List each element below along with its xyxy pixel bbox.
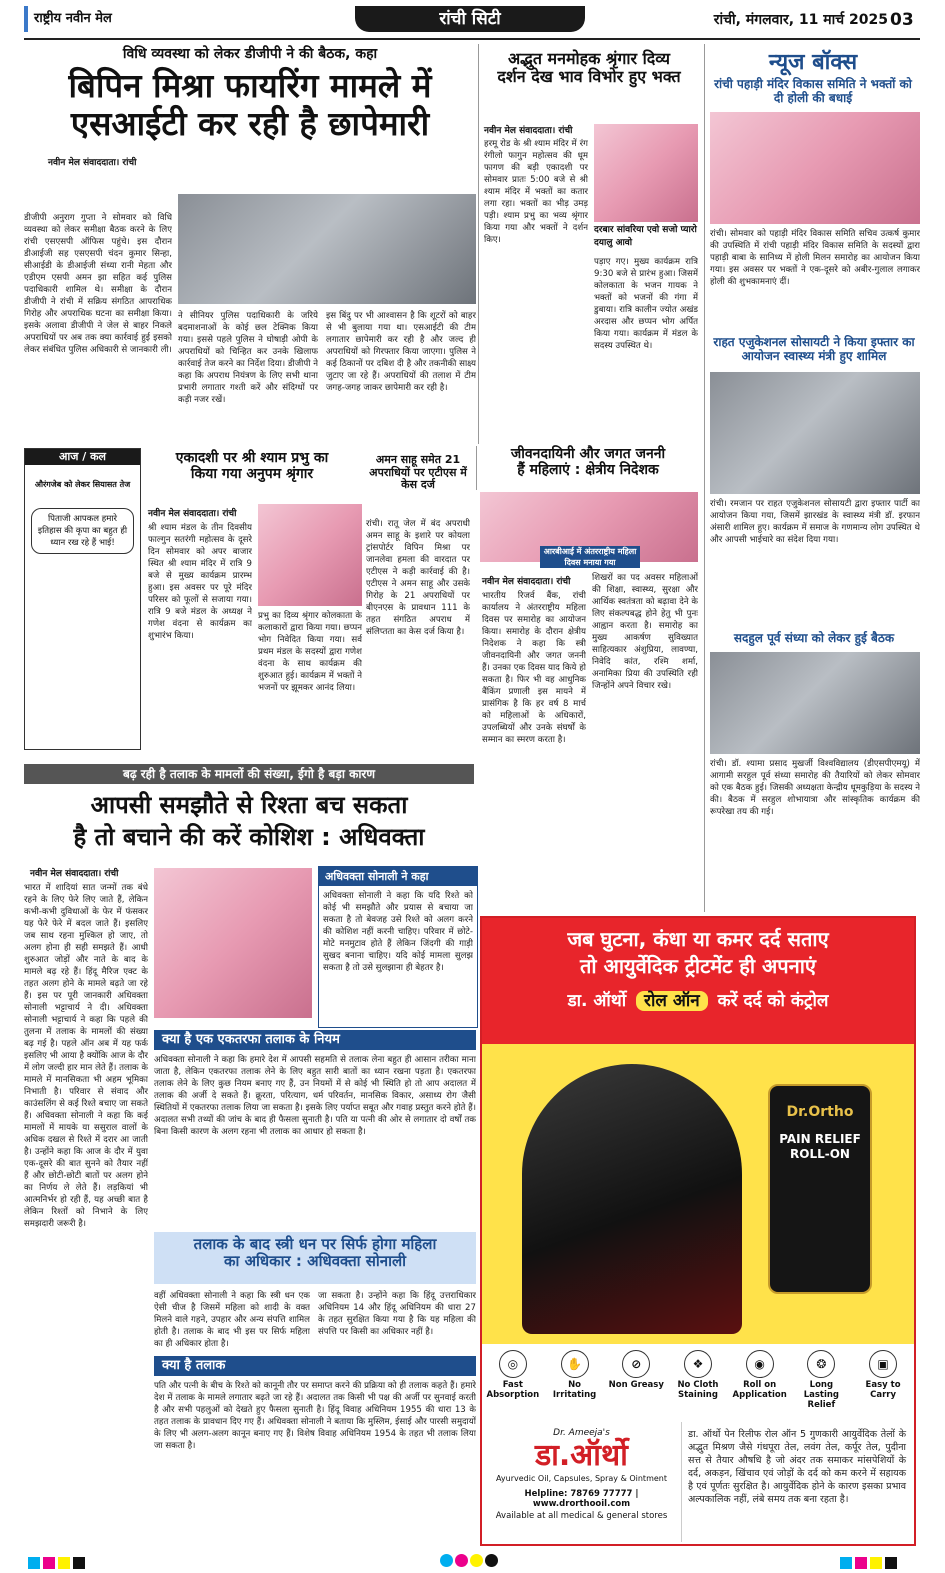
- section-title: रांची सिटी: [355, 6, 585, 32]
- lead-kicker: विधि व्यवस्था को लेकर डीजीपी ने की बैठक, कहा: [122, 46, 378, 62]
- ad-feature-label: No Irritating: [552, 1380, 597, 1400]
- stridhan-title: [154, 1232, 476, 1284]
- masthead-rule: [24, 38, 920, 40]
- ad-rollon-badge: रोल ऑन: [636, 991, 708, 1011]
- stridhan-title-2: का अधिकार : अधिवक्ता सोनाली: [223, 1252, 407, 1271]
- cartoon-subtitle: औरंगजेब को लेकर सियासत तेज: [34, 480, 131, 489]
- lead-col-1: डीजीपी अनुराग गुप्ता ने सोमवार को विधि व्यवस्था को लेकर समीक्षा बैठक करने के लिए रांची एसएसपी ऑफिस पहुंचे। इस दौरान डीआईजी सह एसएसपी चंदन कुमार सिन्हा, सीआईडी के डीआईजी संध्या रानी मेहता और एडीएम एसपी अमन झा सहित कई पुलिस पदाधिकारी शामिल थे। समीक्षा के दौरान डीजीपी ने रांची में सक्रिय संगठित आपराधिक गिरोह और अपराधिक घटना का समीक्षा किया। इसके अलावा डीजीपी ने जेल से बाहर निकले अपराधियों पर अब तक क्या कार्रवाई हुई इसको लेकर संबंधित पुलिस अधिकारी से जानकारी ली।: [24, 213, 172, 355]
- product-brand: Dr.Ortho: [786, 1104, 854, 1120]
- ad-feature-item: [669, 1350, 727, 1422]
- ad-person-photo: [522, 1064, 742, 1334]
- newsbox-item3-photo: [710, 652, 920, 754]
- ad-feature-label: Long Lasting Relief: [803, 1380, 840, 1410]
- rollon-icon: ◉: [746, 1350, 774, 1378]
- ad-helpline: Helpline: 78769 77777 | www.drorthooil.com: [524, 1489, 639, 1509]
- ad-headline-1: जब घुटना, कंधा या कमर दर्द सताए: [567, 927, 829, 951]
- relief-icon: ❂: [807, 1350, 835, 1378]
- ad-feature-item: [731, 1350, 789, 1422]
- lead-headline-2: एसआईटी कर रही है छापेमारी: [70, 103, 430, 143]
- ad-headline-2: तो आयुर्वेदिक ट्रीटमेंट ही अपनाएं: [580, 954, 816, 978]
- ad-feature-item: [546, 1350, 604, 1422]
- ad-logo-block: [482, 1422, 682, 1542]
- shringar-col-1: हरमू रोड के श्री श्याम मंदिर में रंग रंगीलो फागुन महोत्सव की धूम फागण की बड़ी एकादशी पर सोमवार प्रातः 5:00 बजे से श्री श्याम मंदिर में भक्तों का कतार लगा रहा। भक्तों का भीड़ उमड़ पड़ी। श्याम प्रभु का भव्य श्रृंगार किया गया और भक्तों ने दर्शन किए।: [484, 139, 588, 245]
- bag-icon: ▣: [869, 1350, 897, 1378]
- newsbox-item1-body: रांची। सोमवार को पहाड़ी मंदिर विकास समिति सचिव उत्कर्ष कुमार की उपस्थिति में रांची पहाड़ी मंदिर विकास समिति के सदस्यों द्वारा पहाड़ी बाबा के सानिध्य में होली मिलन समारोह का आयोजन किया गया। इस अवसर पर भक्तों ने एक-दूसरे को अबीर-गुलाल लगाकर होली की शुभकामनाएं दीं।: [710, 229, 920, 287]
- ektarfa-body: अधिवक्ता सोनाली ने कहा कि हमारे देश में आपसी सहमति से तलाक लेना बहुत ही आसान तरीका माना जाता है, लेकिन एकतरफा तलाक लेने के लिए बहुत सारी बातों का ध्यान रखना पड़ता है। एकतरफा तलाक लेने के लिए कुछ नियम बनाए गए हैं, उन नियमों में से कोई भी स्थिति हो तो आप अदालत में तलाक की अर्जी दे सकते हैं। क्रूरता, परित्याग, धर्म परिवर्तन, मानसिक विकार, असाध्य रोग जैसी स्थितियों में एकतरफा तलाक लिया जा सकता है। इसके लिए पर्याप्त सबूत और गवाह प्रस्तुत करने होते हैं। अदालत सभी तथ्यों की जांच के बाद ही फैसला सुनाती है। पति या पत्नी की ओर से लगातार दो वर्षों तक बिना किसी कारण के अलग रहना भी तलाक का आधार हो सकता है।: [154, 1055, 476, 1137]
- stridhan-col-1: वहीं अधिवक्ता सोनाली ने कहा कि स्त्री धन एक ऐसी चीज है जिसमें महिला को शादी के वक्त मिलने वाले गहने, उपहार और अन्य संपत्ति शामिल होती है। तलाक के बाद भी इस पर सिर्फ महिला का ही अधिकार होता है।: [154, 1291, 310, 1349]
- jeevan-headline-2: हैं महिलाएं : क्षेत्रीय निदेशक: [517, 462, 659, 479]
- jeevan-story: [476, 446, 699, 490]
- ekadashi-headline-2: किया गया अनुपम श्रृंगार: [190, 466, 314, 483]
- newsbox-item2-body: रांची। रमजान पर राहत एजुकेशनल सोसायटी द्वारा इफ्तार पार्टी का आयोजन किया गया, जिसमें झारखंड के स्वास्थ्य मंत्री डॉ. इरफान अंसारी शामिल हुए। कार्यक्रम में समाज के गणमान्य लोग उपस्थित थे और आपसी भाईचारे का संदेश दिया गया।: [710, 499, 920, 545]
- ad-brand-prefix: डा. ऑर्थो: [567, 991, 627, 1011]
- ad-feature-label: Fast Absorption: [486, 1380, 540, 1400]
- talaq-headline-2: है तो बचाने की करें कोशिश : अधिवक्ता: [73, 823, 425, 851]
- talaq-headline-1: आपसी समझौते से रिश्ता बच सकता: [90, 791, 408, 819]
- logo-sub: Ayurvedic Oil, Capsules, Spray & Ointment: [495, 1474, 667, 1483]
- cartoon-title: आज / कल: [25, 449, 140, 465]
- lead-headline-1: बिपिन मिश्रा फायरिंग मामले में: [68, 66, 432, 105]
- ekadashi-body-2: प्रभु का दिव्य श्रृंगार कोलकाता के कलाकारों द्वारा किया गया। छप्पन भोग निवेदित किया गया। सर्व प्रथम मंडल के सदस्यों द्वारा गणेश वंदना के साथ कार्यक्रम की शुरुआत हुई। कार्यक्रम में भक्तों ने भजनों पर झूमकर आनंद लिया।: [258, 611, 362, 693]
- ad-feature-label: No Cloth Staining: [677, 1380, 719, 1400]
- ekadashi-story: [142, 450, 362, 500]
- quote-body: अधिवक्ता सोनाली ने कहा कि यदि रिश्ते को कोई भी समझौते और प्रयास से बचाया जा सकता है तो बेवजह उसे रिश्ते को अलग करने की कोशिश नहीं करनी चाहिए। परिवार में छोटे-मोटे मनमुटाव होते हैं लेकिन जिंदगी की गाड़ी सुखद बनाना चाहिए। यदि कोई मामला सुलझ सकता है तो उसे सुलझाना ही बेहतर है।: [323, 891, 473, 973]
- logo-big: डा.ऑर्थो: [535, 1438, 628, 1473]
- advocate-photo: [154, 868, 312, 1018]
- paper-name: राष्ट्रीय नवीन मेल: [24, 6, 204, 32]
- aman-body: रांची। रातू जेल में बंद अपराधी अमन साहू के इशारे पर कोयला ट्रांसपोर्टर विपिन मिश्रा पर जानलेवा हमला की वारदात पर एटीएस ने कड़ी कार्रवाई की है। एटीएस ने अमन साहू और उसके गिरोह के 21 अपराधियों पर बीएनएस के प्रावधान 111 के तहत संगठित अपराध में संलिप्तता का केस दर्ज किया है।: [366, 519, 470, 637]
- shringar-photo: [594, 124, 698, 222]
- quote-box: [318, 866, 478, 1028]
- masthead: [0, 0, 945, 38]
- ektarfa-title: क्या है एक एकतरफा तलाक के नियम: [154, 1030, 476, 1050]
- ad-feature-item: [792, 1350, 850, 1422]
- ekadashi-byline: नवीन मेल संवाददाता। रांची: [148, 509, 237, 519]
- cartoon-speech: पिताजी आपकल हमारे इतिहास की कृपा का बहुत ही ध्यान रख रहे हैं भाई!: [31, 508, 134, 554]
- hand-icon: ✋: [561, 1350, 589, 1378]
- color-registration-left: [28, 1554, 228, 1568]
- shringar-headline-1: अद्भुत मनमोहक श्रृंगार दिव्य: [507, 49, 671, 68]
- jeevan-col-1: भारतीय रिजर्व बैंक, रांची कार्यालय ने अंतरराष्ट्रीय महिला दिवस पर समारोह का आयोजन किया। समारोह के दौरान क्षेत्रीय निदेशक ने कहा कि स्त्री जीवनदायिनी और जगत जननी हैं। उनका एक दिवस याद किये हो सकता है। फिर भी वह आधुनिक बैंकिंग प्रणाली इस मायने में प्रासंगिक है कि हर वर्ष 8 मार्च को महिलाओं के अधिकारों, उपलब्धियों और उनके संघर्षों के सम्मान का स्मरण करता है।: [482, 591, 586, 745]
- cartoon-box: [24, 448, 141, 750]
- jeevan-col-2: शिखरों का पद अवसर महिलाओं की शिक्षा, स्वास्थ्य, सुरक्षा और आर्थिक स्वतंत्रता को बढ़ावा देने के लिए संकल्पबद्ध होने हेतु भी पुनः आह्वान करता है। समारोह का मुख्य आकर्षण सुविख्यात साहित्यकार अंशुप्रिया, लावण्या, निवेदि कांत, रश्मि शर्मा, अनामिका प्रिया की उपस्थिति रही जिन्होंने अपने विचार रखे।: [592, 573, 698, 691]
- shringar-col-2: पड़ाए गए। मुख्य कार्यक्रम रात्रि 9:30 बजे से प्रारंभ हुआ। जिसमें कोलकाता के भजन गायक ने भक्तों को भजनों की गंगा में डुबाया। रात्रि कालीन ज्योत अखंड अरदास और छप्पन भोग अर्पित किया गया। कार्यक्रम में मंडल के सदस्य उपस्थित थे।: [594, 257, 698, 351]
- product-name: PAIN RELIEF ROLL-ON: [779, 1132, 861, 1161]
- lead-photo: [178, 194, 476, 304]
- dateline: रांची, मंगलवार, 11 मार्च 2025: [713, 12, 888, 28]
- newsbox-item1-photo: [710, 112, 920, 224]
- ad-tagline: [482, 988, 914, 1011]
- ad-feature-item: [484, 1350, 542, 1422]
- newsbox-item3-title: सदहुल पूर्व संध्या को लेकर हुई बैठक: [733, 631, 895, 645]
- ad-feature-label: Roll on Application: [732, 1380, 787, 1400]
- ekadashi-body: श्री श्याम मंडल के तीन दिवसीय फाल्गुन सतरंगी महोत्सव के दूसरे दिन सोमवार को अपर बाजार स्थित श्री श्याम मंदिर में रात्रि 9 बजे से मुख्य कार्यक्रम प्रारम्भ हुआ। इस अवसर पर पूरे मंदिर परिसर को फूलों से सजाया गया। रात्रि 9 बजे मंडल के अध्यक्ष ने गणेश वंदना से कार्यक्रम का शुभारंभ किया।: [148, 523, 252, 641]
- shringar-caption: दरबार सांवरिया एवो सजो प्यारो दयालु आवो: [594, 225, 697, 248]
- jeevan-headline-1: जीवनदायिनी और जगत जननी: [510, 446, 666, 462]
- drop-icon: ◎: [499, 1350, 527, 1378]
- ekadashi-headline-1: एकादशी पर श्री श्याम प्रभु का: [175, 450, 329, 466]
- color-registration-dots: [440, 1552, 520, 1568]
- newsbox-item3-body: रांची। डॉ. श्यामा प्रसाद मुखर्जी विश्वविद्यालय (डीएसपीएमयू) में आगामी सरहुल पूर्व संध्या समारोह की तैयारियों को लेकर सोमवार को एक बैठक हुई। जिसकी अध्यक्षता केन्द्रीय धूमकुड़िया के सदस्य ने की। बैठक में सरहुल शोभायात्रा और सांस्कृतिक कार्यक्रम की रूपरेखा तय की गई।: [710, 759, 920, 817]
- shirt-icon: ❖: [684, 1350, 712, 1378]
- ad-tagline-suffix: करें दर्द को कंट्रोल: [717, 991, 829, 1011]
- talaq-byline: नवीन मेल संवाददाता। रांची: [30, 869, 119, 879]
- jeevan-byline: नवीन मेल संवाददाता। रांची: [482, 577, 571, 587]
- stridhan-col-2: जा सकता है। उन्होंने कहा कि हिंदू उत्तराधिकार अधिनियम 14 और हिंदू अधिनियम की धारा 27 के तहत सुरक्षित किया गया है कि यह महिला की संपत्ति पर किसी का अधिकार नहीं है।: [318, 1291, 476, 1337]
- lead-col-3: इस बिंदु पर भी आश्वासन है कि शूटरों को बाहर से भी बुलाया गया था। एसआईटी की टीम लगातार छापेमारी कर रही है और जल्द ही अपराधियों को गिरफ्तार किया जाएगा। पुलिस ने कई ठिकानों पर दबिश दी है और तकनीकी साक्ष्य जुटाए जा रहे हैं। अपराधियों की तलाश में टीम जगह-जगह जाकर छापेमारी कर रही है।: [326, 311, 476, 393]
- lead-col-2: ने सीनियर पुलिस पदाधिकारी के जरिये बदमाशनाओं के कोई छल टेक्निक किया गया। इससे पहले पुलिस ने घोषाड़ी ओपी के अपराधियों को चिन्हित कर उनके खिलाफ कार्रवाई तेज करने का निर्देश दिया। डीजीपी ने कहा कि अपराध नियंत्रण के लिए सभी थाना प्रभारी लगातार गश्ती करें और संदिग्धों पर कड़ी नजर रखें।: [178, 311, 318, 405]
- ad-feature-label: Easy to Carry: [865, 1380, 901, 1400]
- talaq-col: भारत में शादियां सात जन्मों तक बंधे रहने के लिए फेरे लिए जाते हैं, लेकिन कभी-कभी दुविधाओं के फेर में फंसकर यह फेरे फेरे में बदल जाते हैं। इसलिए जब साथ रहना मुश्किल हो जाए, तो अलग होना ही सही समझते हैं। आधी शुरुआत जोड़ों और नाते के बाद के मामले बढ़ रहे हैं। हिंदू मैरिज एक्ट के तहत अलग होने के मामले बढ़ते जा रहे हैं। इस पर पूरी जानकारी अधिवक्ता सोनाली भट्टाचार्य ने दी। अधिवक्ता सोनाली भट्टाचार्य ने कहा कि पहले की तुलना में तलाक के मामलों की संख्या बढ़ गई है। पहले ऑन अब में यह फर्क इसलिए भी आया है क्योंकि आज के दौर में लोग जल्दी हार मान लेते हैं। तलाक के मामले में मानसिकता भी अहम भूमिका निभाती है। परिवार से संवाद और काउंसलिंग से कई रिश्ते बचाए जा सकते हैं। अधिवक्ता सोनाली ने कहा कि कई मामलों में मायके या ससुराल वालों के अधिक दखल से रिश्ते में दरार आ जाती है। उन्होंने कहा कि आज के दौर में युवा एक-दूसरे की बात सुनने को तैयार नहीं हैं और छोटी-छोटी बातों पर अलग होने का निर्णय ले लेते हैं। लड़कियां भी आत्मनिर्भर हो रही हैं, यह अच्छी बात है लेकिन रिश्तों को निभाने के लिए समझदारी जरूरी है।: [24, 883, 148, 1229]
- shringar-headline-2: दर्शन देख भाव विभोर हुए भक्त: [497, 67, 681, 87]
- ad-features: [482, 1344, 914, 1422]
- ad-feature-item: [854, 1350, 912, 1422]
- lead-byline: नवीन मेल संवाददाता। रांची: [48, 157, 137, 168]
- newsbox-item1-title: रांची पहाड़ी मंदिर विकास समिति ने भक्तों को दी होली की बधाई: [714, 77, 912, 105]
- aman-headline: अमन साहू समेत 21 अपराधियों पर एटीएस में केस दर्ज: [369, 453, 467, 492]
- stridhan-title-1: तलाक के बाद स्त्री धन पर सिर्फ होगा महिला: [193, 1235, 437, 1253]
- ad-product-bottle: [768, 1084, 872, 1294]
- newsbox-item2-photo: [710, 372, 920, 494]
- newsbox-item2-title: राहत एजुकेशनल सोसायटी ने किया इफ्तार का आयोजन स्वास्थ्य मंत्री हुए शामिल: [713, 335, 915, 363]
- jeevan-caption: आरबीआई में अंतरराष्ट्रीय महिला दिवस मनाया गया: [540, 546, 640, 568]
- ad-available: Available at all medical & general stores: [495, 1511, 668, 1521]
- quote-title: अधिवक्ता सोनाली ने कहा: [319, 867, 477, 886]
- logo-small: Dr. Ameeja's: [553, 1428, 610, 1438]
- kya-title: क्या है तलाक: [154, 1356, 476, 1376]
- shringar-byline: नवीन मेल संवाददाता। रांची: [484, 126, 573, 136]
- ad-feature-item: [607, 1350, 665, 1422]
- talaq-strap: बढ़ रही है तलाक के मामलों की संख्या, ईगो है बड़ा कारण: [24, 764, 474, 784]
- ad-feature-label: Non Greasy: [608, 1380, 664, 1390]
- ekadashi-photo: [258, 504, 362, 606]
- color-registration-right: [840, 1554, 920, 1568]
- newsbox-title: न्यूज बॉक्स: [768, 50, 858, 75]
- page-number: 03: [890, 10, 914, 30]
- ad-panel: [480, 916, 916, 1546]
- no-grease-icon: ⊘: [622, 1350, 650, 1378]
- kya-body: पति और पत्नी के बीच के रिश्ते को कानूनी तौर पर समाप्त करने की प्रक्रिया को ही तलाक कहते हैं। हमारे देश में तलाक के मामले लगातार बढ़ते जा रहे हैं। अदालत तक किसी भी पक्ष की अर्जी पर सुनवाई करती है और सभी पहलुओं को देखते हुए फैसला सुनाती है। हिंदू विवाह अधिनियम 1955 की धारा 13 के तहत तलाक के प्रावधान दिए गए हैं। अधिवक्ता सोनाली ने बताया कि मुस्लिम, ईसाई और पारसी समुदायों के लिए भी अलग-अलग कानून बनाए गए हैं। विशेष विवाह अधिनियम 1954 के तहत भी तलाक लिया जा सकता है।: [154, 1381, 476, 1451]
- ad-description: डा. ऑर्थो पेन रिलीफ रोल ऑन 5 गुणकारी आयुर्वेदिक तेलों के अद्भुत मिश्रण जैसे गंधपूरा तेल, लवंग तेल, कर्पूर तेल, पुदीना सत्त से तैयार औषधि है जो अंदर तक समाकर मांसपेशियों के दर्द, अकड़न, खिंचाव एवं जोड़ों के दर्द को कम करने में सहायक है एवं पूर्णतः सुरक्षित है। आयुर्वेदिक होने के कारण इसका प्रभाव अल्पकालिक नहीं, लंबे समय तक बना रहता है।: [688, 1429, 906, 1505]
